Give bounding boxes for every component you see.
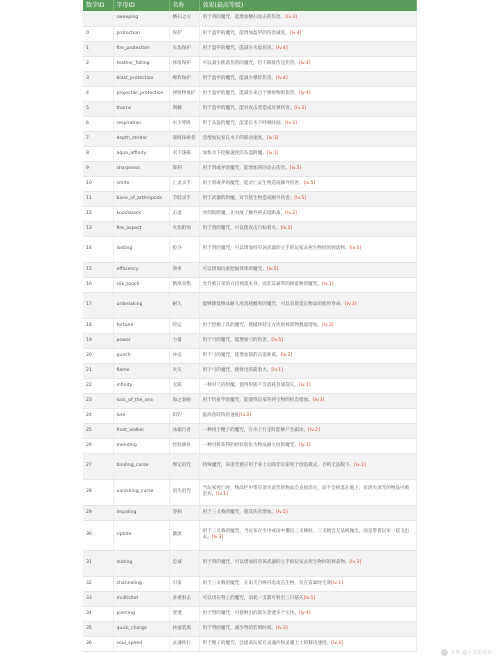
cell-letter-id: quick_charge bbox=[113, 621, 169, 636]
effect-text: 特殊魔咒，该诅咒被应用于身上后除非玩家死于创造模式，否则无法脱下。 bbox=[202, 463, 355, 468]
cell-effect bbox=[199, 520, 416, 550]
cell-name: 引雷 bbox=[169, 576, 199, 591]
cell-number-id: 1 bbox=[83, 41, 113, 56]
cell-effect bbox=[199, 71, 416, 86]
cell-name: 火焰附加 bbox=[169, 221, 199, 236]
cell-number-id: 13 bbox=[83, 221, 113, 236]
cell-letter-id: frost_walker bbox=[113, 423, 169, 438]
header-name: 名称 bbox=[169, 0, 199, 11]
header-effect: 效果(最高等级) bbox=[199, 0, 416, 11]
cell-name: 弹射物保护 bbox=[169, 86, 199, 101]
cell-letter-id: mending bbox=[113, 438, 169, 453]
cell-name: 深海探索者 bbox=[169, 131, 199, 146]
cell-letter-id: luck_of_the_sea bbox=[113, 393, 169, 408]
max-level-badge: [lv.4] bbox=[276, 45, 288, 51]
effect-text: 用于盔甲的魔咒，能对攻击者造成反弹伤害。 bbox=[202, 105, 295, 111]
cell-effect bbox=[199, 550, 416, 576]
max-level-badge: [lv.3] bbox=[312, 397, 325, 403]
max-level-badge: [lv.3] bbox=[285, 120, 297, 126]
cell-effect bbox=[199, 206, 416, 221]
cell-name: 经验修补 bbox=[169, 438, 199, 453]
cell-letter-id: bane_of_arthropods bbox=[113, 191, 169, 206]
table-row bbox=[83, 191, 416, 206]
cell-number-id: 15 bbox=[83, 262, 113, 277]
table-row bbox=[83, 576, 416, 591]
cell-name: 海之眷顾 bbox=[169, 393, 199, 408]
cell-name: 耐久 bbox=[169, 292, 199, 318]
cell-number-id: 24 bbox=[83, 408, 113, 423]
effect-text: 用于头盔的魔咒，能延长水下呼吸时间。 bbox=[202, 120, 286, 126]
max-level-badge: [lv.5] bbox=[276, 509, 288, 515]
watermark bbox=[441, 649, 492, 656]
cell-letter-id: looting bbox=[113, 236, 169, 262]
cell-effect bbox=[199, 262, 416, 277]
cell-name: 无限 bbox=[169, 378, 199, 393]
cell-name: 力量 bbox=[169, 333, 199, 348]
cell-effect bbox=[199, 453, 416, 479]
max-level-badge: [lv.1] bbox=[354, 463, 366, 468]
cell-number-id: 0 bbox=[83, 26, 113, 41]
table-row bbox=[83, 56, 416, 71]
cell-name: 激流 bbox=[169, 520, 199, 550]
watermark-logo-icon bbox=[441, 649, 448, 656]
cell-name: 消失诅咒 bbox=[169, 479, 199, 505]
cell-name: 抢夺 bbox=[169, 236, 199, 262]
max-level-badge: [lv.3] bbox=[344, 302, 357, 307]
cell-letter-id: piercing bbox=[113, 606, 169, 621]
cell-number-id: 14 bbox=[83, 236, 113, 262]
cell-number-id: 9 bbox=[83, 161, 113, 176]
table-row bbox=[83, 591, 416, 606]
cell-effect bbox=[199, 591, 416, 606]
table-row bbox=[83, 363, 416, 378]
effect-text: 用于盔甲的魔咒，能增加盔甲的伤害减免。 bbox=[202, 30, 290, 36]
max-level-badge: [lv.3] bbox=[349, 246, 362, 251]
cell-effect bbox=[199, 363, 416, 378]
cell-number-id: 3 bbox=[83, 71, 113, 86]
cell-name: 击退 bbox=[169, 206, 199, 221]
cell-number-id: 22 bbox=[83, 378, 113, 393]
max-level-badge: [lv.5] bbox=[289, 165, 302, 171]
max-level-badge: [lv.1] bbox=[298, 442, 311, 448]
cell-number-id: 20 bbox=[83, 348, 113, 363]
cell-effect bbox=[199, 438, 416, 453]
cell-effect bbox=[199, 41, 416, 56]
effect-text: 用于钓鱼竿的魔咒，能使得玩家钓到宝物的机会增加。 bbox=[202, 397, 313, 403]
cell-number-id: 17 bbox=[83, 292, 113, 318]
cell-name: 灵魂疾行 bbox=[169, 636, 199, 651]
effect-text: 用于弓的魔咒，使射出的箭着火。 bbox=[202, 367, 272, 373]
cell-number-id: 30 bbox=[83, 520, 113, 550]
max-level-badge: [lv.3] bbox=[294, 105, 306, 111]
cell-effect bbox=[199, 333, 416, 348]
max-level-badge: [lv.2] bbox=[285, 210, 297, 216]
table-row bbox=[83, 116, 416, 131]
max-level-badge: [lv.1] bbox=[271, 367, 284, 373]
cell-name: 效率 bbox=[169, 262, 199, 277]
cell-effect bbox=[199, 146, 416, 161]
header-number-id: 数字ID bbox=[83, 0, 113, 11]
cell-number-id: 12 bbox=[83, 206, 113, 221]
cell-effect bbox=[199, 606, 416, 621]
cell-number-id: 31 bbox=[83, 550, 113, 576]
max-level-badge: [lv.4] bbox=[298, 90, 311, 96]
cell-name: 火焰保护 bbox=[169, 41, 199, 56]
cell-effect bbox=[199, 101, 416, 116]
effect-text: 一种可将获得的经验转化为物品耐久度的魔咒。 bbox=[202, 442, 299, 448]
table-row bbox=[83, 505, 416, 520]
effect-text: 对剑的附魔，让对敌了额外的击退距离。 bbox=[202, 210, 286, 216]
cell-letter-id: riptide bbox=[113, 520, 169, 550]
table-row bbox=[83, 236, 416, 262]
effect-text: 用于弩的魔咒，减少弩的装填时间。 bbox=[202, 625, 277, 631]
cell-number-id: 16 bbox=[83, 277, 113, 292]
cell-letter-id: flame bbox=[113, 363, 169, 378]
cell-name: 爆炸保护 bbox=[169, 71, 199, 86]
max-level-badge: [lv.3] bbox=[211, 535, 224, 540]
cell-name: 横扫之刃 bbox=[169, 11, 199, 26]
cell-number-id: 6 bbox=[83, 116, 113, 131]
cell-effect bbox=[199, 378, 416, 393]
cell-effect bbox=[199, 236, 416, 262]
cell-name: 快速装填 bbox=[169, 621, 199, 636]
cell-effect bbox=[199, 116, 416, 131]
cell-name: 冲击 bbox=[169, 348, 199, 363]
cell-name: 荆棘 bbox=[169, 101, 199, 116]
cell-number-id: 8 bbox=[83, 146, 113, 161]
cell-letter-id: protection bbox=[113, 26, 169, 41]
cell-number-id: 27 bbox=[83, 453, 113, 479]
effect-text: 用于剑的魔咒，可以使攻击目标着火。 bbox=[202, 225, 281, 231]
max-level-badge: [lv.1] bbox=[331, 580, 343, 586]
cell-number-id bbox=[83, 11, 113, 26]
table-row bbox=[83, 348, 416, 363]
cell-effect bbox=[199, 348, 416, 363]
cell-effect bbox=[199, 26, 416, 41]
cell-name: 绑定诅咒 bbox=[169, 453, 199, 479]
table-row bbox=[83, 423, 416, 438]
cell-letter-id: channeling bbox=[113, 576, 169, 591]
effect-text: 可以用在弩上的魔咒，消耗一支箭可射出三只箭矢 bbox=[202, 595, 304, 601]
effect-text: 当玩家死亡时，物品栏中带有消失诅咒的物品会直接消失，而不会掉落在地上，有消失诅咒的物品可被丢弃。 bbox=[202, 486, 410, 497]
table-header-row bbox=[83, 0, 416, 11]
cell-letter-id: impaling bbox=[113, 505, 169, 520]
effect-text: 用于盔甲的魔咒，能减少爆炸伤害。 bbox=[202, 75, 277, 81]
table-row bbox=[83, 146, 416, 161]
cell-letter-id: looting bbox=[113, 550, 169, 576]
enchantment-table bbox=[83, 0, 417, 652]
cell-number-id: 7 bbox=[83, 131, 113, 146]
max-level-badge: [lv.4] bbox=[298, 60, 311, 66]
cell-effect bbox=[199, 11, 416, 26]
cell-letter-id: depth_strider bbox=[113, 131, 169, 146]
cell-number-id: 34 bbox=[83, 606, 113, 621]
watermark-text: 头条 @小芳游戏说 bbox=[450, 650, 492, 656]
cell-number-id: 18 bbox=[83, 318, 113, 333]
cell-number-id: 35 bbox=[83, 621, 113, 636]
cell-letter-id: blast_protection bbox=[113, 71, 169, 86]
cell-effect bbox=[199, 423, 416, 438]
cell-letter-id: silk_touch bbox=[113, 277, 169, 292]
table-row bbox=[83, 101, 416, 116]
effect-text: 用于盔甲的魔咒，能减少火焰伤害。 bbox=[202, 45, 277, 51]
cell-letter-id: respiration bbox=[113, 116, 169, 131]
cell-number-id: 4 bbox=[83, 86, 113, 101]
table-row bbox=[83, 131, 416, 146]
cell-effect bbox=[199, 131, 416, 146]
max-level-badge: [lv.1] bbox=[303, 595, 316, 601]
cell-number-id: 33 bbox=[83, 591, 113, 606]
max-level-badge: [lv.4] bbox=[289, 30, 302, 36]
table-row bbox=[83, 221, 416, 236]
table-row bbox=[83, 520, 416, 550]
cell-number-id: 36 bbox=[83, 636, 113, 651]
table-row bbox=[83, 41, 416, 56]
cell-number-id: 25 bbox=[83, 423, 113, 438]
cell-number-id: 2 bbox=[83, 56, 113, 71]
cell-name: 饵钓 bbox=[169, 408, 199, 423]
cell-letter-id: vanishing_curse bbox=[113, 479, 169, 505]
cell-number-id: 32 bbox=[83, 576, 113, 591]
max-level-badge: [lv.2] bbox=[280, 352, 293, 358]
cell-number-id: 23 bbox=[83, 393, 113, 408]
cell-effect bbox=[199, 505, 416, 520]
cell-letter-id: multishot bbox=[113, 591, 169, 606]
cell-number-id: 28 bbox=[83, 479, 113, 505]
max-level-badge: [lv.4] bbox=[276, 75, 288, 81]
effect-text: 用于剑的魔咒，能增加横扫攻击的伤害。 bbox=[202, 15, 286, 21]
max-level-badge: [lv.2] bbox=[280, 225, 293, 231]
table-row bbox=[83, 292, 416, 318]
max-level-badge: [lv.3] bbox=[321, 322, 334, 328]
effect-text: 用于剑或斧的魔咒，能对亡灵生物造成额外伤害。 bbox=[202, 180, 304, 186]
cell-name: 多重射击 bbox=[169, 591, 199, 606]
cell-name: 精准采集 bbox=[169, 277, 199, 292]
max-level-badge: [lv.5] bbox=[271, 337, 284, 343]
cell-name: 穿透 bbox=[169, 606, 199, 621]
cell-effect bbox=[199, 221, 416, 236]
effect-text: 可以减少跌落伤害的魔咒，但不降低传送伤害。 bbox=[202, 60, 299, 66]
cell-letter-id: unbreaking bbox=[113, 292, 169, 318]
table-row bbox=[83, 26, 416, 41]
table-row bbox=[83, 606, 416, 621]
cell-letter-id: sweeping bbox=[113, 11, 169, 26]
max-level-badge: [lv.2] bbox=[308, 427, 320, 433]
cell-letter-id: soul_speed bbox=[113, 636, 169, 651]
table-row bbox=[83, 86, 416, 101]
cell-number-id: 11 bbox=[83, 191, 113, 206]
table-body bbox=[83, 11, 416, 651]
effect-text: 一种用于靴子的魔咒，在水上行走时能够产生霜冰。 bbox=[202, 427, 309, 433]
table-row bbox=[83, 438, 416, 453]
cell-letter-id: lure bbox=[113, 408, 169, 423]
max-level-badge: [lv.1] bbox=[216, 492, 228, 497]
effect-text: 用于三叉戟的魔咒，当玩家在水中或雨中挪出三叉戟时，三叉戟会无法被抛出，而是带着玩家一起飞出去。 bbox=[202, 529, 410, 540]
effect-text: 加快水下挖掘速度的头盔附魔。 bbox=[202, 150, 267, 156]
max-level-badge: [lv.1] bbox=[321, 281, 334, 287]
table-row bbox=[83, 408, 416, 423]
cell-effect bbox=[199, 393, 416, 408]
cell-letter-id: thorns bbox=[113, 101, 169, 116]
effect-text: 用于武器的附魔，对节肢生物造成额外伤害。 bbox=[202, 195, 295, 201]
table-row bbox=[83, 479, 416, 505]
cell-number-id: 29 bbox=[83, 505, 113, 520]
cell-letter-id: efficiency bbox=[113, 262, 169, 277]
cell-letter-id: sharpness bbox=[113, 161, 169, 176]
table-row bbox=[83, 550, 416, 576]
cell-effect bbox=[199, 277, 416, 292]
table-row bbox=[83, 161, 416, 176]
cell-letter-id: smite bbox=[113, 176, 169, 191]
table-row bbox=[83, 333, 416, 348]
max-level-badge: [lv.1] bbox=[298, 382, 311, 388]
cell-effect bbox=[199, 176, 416, 191]
effect-text: 提高鱼咬钩的速度 bbox=[202, 412, 240, 418]
cell-letter-id: projectile_protection bbox=[113, 86, 169, 101]
table-row bbox=[83, 262, 416, 277]
cell-effect bbox=[199, 161, 416, 176]
cell-letter-id: aqua_affinity bbox=[113, 146, 169, 161]
effect-text: 一种对弓的附魔，使得射箭不会消耗普通箭矢。 bbox=[202, 382, 299, 388]
table-row bbox=[83, 453, 416, 479]
effect-text: 用于盔甲的魔咒，能减少来自于弹射物的伤害。 bbox=[202, 90, 299, 96]
effect-text: 可以增加玩家挖掘效率的魔咒。 bbox=[202, 266, 267, 272]
table-row bbox=[83, 318, 416, 333]
cell-letter-id: power bbox=[113, 333, 169, 348]
max-level-badge: [lv.5] bbox=[294, 195, 306, 201]
cell-number-id: 5 bbox=[83, 101, 113, 116]
cell-effect bbox=[199, 86, 416, 101]
table-row bbox=[83, 206, 416, 221]
max-level-badge: [lv.3] bbox=[285, 15, 297, 21]
effect-text: 用于剑或斧的魔咒，能增加剑的攻击伤害。 bbox=[202, 165, 290, 171]
cell-name: 水下呼吸 bbox=[169, 116, 199, 131]
effect-text: 会增加玩家在水下的移动速度。 bbox=[202, 135, 267, 141]
effect-text: 用于靴子的魔咒，会提高玩家在灵魂沙和灵魂土上的移动速度。 bbox=[202, 640, 332, 646]
max-level-badge: [lv.3] bbox=[266, 135, 279, 141]
cell-name: 火矢 bbox=[169, 363, 199, 378]
table-row bbox=[83, 277, 416, 292]
cell-letter-id: feather_falling bbox=[113, 56, 169, 71]
cell-number-id: 26 bbox=[83, 438, 113, 453]
table-row bbox=[83, 378, 416, 393]
cell-number-id: 10 bbox=[83, 176, 113, 191]
table-row bbox=[83, 636, 416, 651]
effect-text: 用于剑的魔咒，可以增加持有该武器的主手的玩家杀死生物时的掉落物。 bbox=[202, 560, 350, 565]
max-level-badge: [lv.3] bbox=[276, 625, 288, 631]
effect-text: 能够降低物品耐久度消耗概率的魔咒，可以有效延长物品的使用寿命。 bbox=[202, 302, 345, 307]
max-level-badge: [lv.3] bbox=[331, 640, 343, 646]
cell-letter-id: fire_protection bbox=[113, 41, 169, 56]
cell-name: 穿刺 bbox=[169, 505, 199, 520]
cell-effect bbox=[199, 408, 416, 423]
cell-name: 冰霜行者 bbox=[169, 423, 199, 438]
cell-letter-id: infinity bbox=[113, 378, 169, 393]
header-letter-id: 字母ID bbox=[113, 0, 169, 11]
effect-text: 用于弩的魔咒，可使射出的箭矢穿透多个实体。 bbox=[202, 610, 299, 616]
cell-name: 摔落保护 bbox=[169, 56, 199, 71]
max-level-badge: [lv.5] bbox=[266, 266, 279, 272]
cell-name: 锋利 bbox=[169, 161, 199, 176]
effect-text: 用于三叉戟的魔咒，使其伤害增加。 bbox=[202, 509, 277, 515]
table-row bbox=[83, 176, 416, 191]
cell-letter-id: fire_aspect bbox=[113, 221, 169, 236]
cell-effect bbox=[199, 636, 416, 651]
max-level-badge: [lv.3] bbox=[239, 412, 251, 418]
max-level-badge: [lv.3] bbox=[349, 560, 362, 565]
max-level-badge: [lv.1] bbox=[266, 150, 279, 156]
cell-name: 水下速掘 bbox=[169, 146, 199, 161]
effect-text: 允许被开采的方块掉落本身，而非其通常的掉落物的魔咒。 bbox=[202, 281, 322, 287]
effect-text: 用于弓的魔咒，能增加弓的伤害。 bbox=[202, 337, 272, 343]
cell-effect bbox=[199, 292, 416, 318]
max-level-badge: [lv.5] bbox=[303, 180, 316, 186]
table-row bbox=[83, 393, 416, 408]
max-level-badge: [lv.4] bbox=[298, 610, 311, 616]
cell-name: 节肢杀手 bbox=[169, 191, 199, 206]
cell-letter-id: fortune bbox=[113, 318, 169, 333]
cell-name: 时运 bbox=[169, 318, 199, 333]
cell-name: 忠诚 bbox=[169, 550, 199, 576]
effect-text: 用于剑的魔咒，可以增加持有该武器的主手的玩家杀死生物时的掉落物。 bbox=[202, 246, 350, 251]
effect-text: 用于三叉戟的魔咒，在雨天召唤闪电攻击生物，仅在雷暴时生效 bbox=[202, 580, 332, 586]
cell-effect bbox=[199, 576, 416, 591]
cell-letter-id: knockback bbox=[113, 206, 169, 221]
cell-effect bbox=[199, 479, 416, 505]
cell-effect bbox=[199, 318, 416, 333]
cell-number-id: 21 bbox=[83, 363, 113, 378]
table-row bbox=[83, 11, 416, 26]
cell-letter-id: binding_curse bbox=[113, 453, 169, 479]
cell-name: 亡灵杀手 bbox=[169, 176, 199, 191]
cell-effect bbox=[199, 56, 416, 71]
effect-text: 用于弓的魔咒，能增加箭的击退距离。 bbox=[202, 352, 281, 358]
table-row bbox=[83, 71, 416, 86]
table-row bbox=[83, 621, 416, 636]
cell-name: 保护 bbox=[169, 26, 199, 41]
cell-number-id: 19 bbox=[83, 333, 113, 348]
cell-effect bbox=[199, 191, 416, 206]
cell-letter-id: punch bbox=[113, 348, 169, 363]
cell-effect bbox=[199, 621, 416, 636]
effect-text: 用于挖掘工具的魔咒，使破坏特定方块的掉落物数量增加。 bbox=[202, 322, 322, 328]
